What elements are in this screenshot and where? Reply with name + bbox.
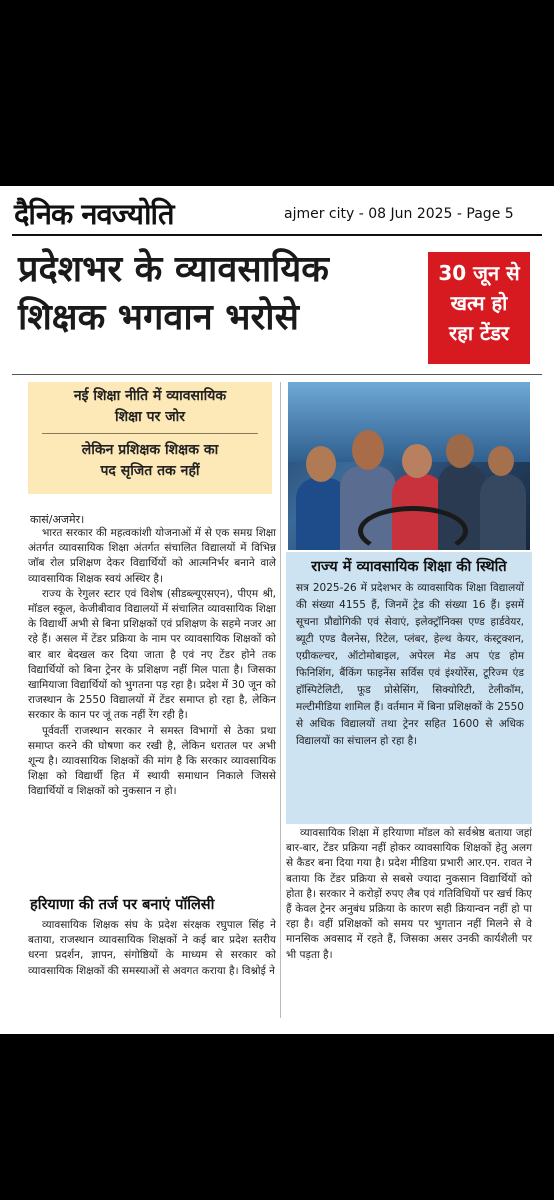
classroom-photo	[288, 382, 530, 550]
info-box	[286, 552, 532, 824]
red-callout-line-1: 30 जून से	[438, 261, 520, 285]
red-callout-line-3: रहा टेंडर	[449, 321, 509, 345]
article-column-1-continued	[28, 918, 276, 979]
edition-info: ajmer city - 08 Jun 2025 - Page 5	[284, 206, 514, 222]
masthead: दैनिक नवज्योति	[14, 197, 174, 231]
divider	[12, 234, 542, 236]
red-callout-box	[428, 252, 530, 364]
info-box-text: सत्र 2025-26 में प्रदेशभर के व्यावसायिक शिक्षा विद्यालयों की संख्या 4155 हैं, जिनमें ट्रेड की संख्या 16 हैं। इसमें सूचना प्रौद्योगिकी एवं सेवाएं, इलेक्ट्रॉनिक्स एण्ड हार्डवेयर, ब्यूटी एण्ड वैलनेस, रिटेल, प्लंबर, हेल्थ केयर, कंस्ट्रक्शन, एग्रीकल्चर, ऑटोमोबाइल, अपेरल मेड अप एंड होम फिनिशिंग, बैंकिंग फाइनेंस सर्विस एवं इंश्योरेंस, टूरिज्म एंड हॉस्पिटेलिटी, फूड प्रोसेसिंग, सिक्योरिटी, टेलीकॉम, मल्टीमीडिया शामिल हैं। वर्तमान में बिना प्रशिक्षकों के 2550 से अधिक विद्यालयों तथा ट्रेनर सहित 1600 से अधिक विद्यालयों का संचालन हो रहा है।	[296, 582, 524, 747]
highlight-line-3: लेकिन प्रशिक्षक शिक्षक का	[81, 442, 219, 458]
headline-line-1: प्रदेशभर के व्यावसायिक	[18, 249, 329, 290]
paragraph: व्यावसायिक शिक्षक संघ के प्रदेश संरक्षक रघुपाल सिंह ने बताया, राजस्थान व्यावसायिक शिक्षकों ने कई बार प्रदेश स्तरीय धरना प्रदर्शन, ज्ञापन, संगोष्ठियों के माध्यम से सरकार को व्यावसायिक शिक्षकों की समस्याओं से अवगत कराया है। विश्नोई ने	[28, 919, 276, 977]
highlight-box	[28, 382, 272, 494]
highlight-line-4: पद सृजित तक नहीं	[100, 463, 200, 479]
article-column-2	[286, 826, 532, 963]
article-column-1	[28, 526, 276, 800]
headline-line-2: शिक्षक भगवान भरोसे	[18, 297, 299, 338]
divider	[12, 374, 542, 375]
paragraph: पूर्ववर्ती राजस्थान सरकार ने समस्त विभागों से ठेका प्रथा समाप्त करने की घोषणा कर रखी है, लेकिन धरातल पर अभी शून्य है। व्यावसायिक शिक्षकों की मांग है कि सरकार व्यावसायिक शिक्षा को विद्यार्थी हित में स्थायी समाधान निकाले जिससे विद्यार्थियों व शिक्षकों को नुकसान न हो।	[28, 724, 276, 798]
highlight-divider	[42, 433, 258, 434]
column-divider	[280, 382, 281, 1018]
subheading: हरियाणा की तर्ज पर बनाएं पॉलिसी	[30, 897, 215, 913]
dateline: कासं/अजमेर।	[30, 513, 85, 526]
highlight-line-1: नई शिक्षा नीति में व्यावसायिक	[73, 388, 227, 404]
newspaper-clipping	[0, 186, 554, 1034]
highlight-line-2: शिक्षा पर जोर	[115, 409, 185, 425]
paragraph: भारत सरकार की महत्वकांशी योजनाओं में से एक समग्र शिक्षा अंतर्गत व्यावसायिक शिक्षा अंतर्गत संचालित विद्यालयों में विभिन्न जॉब रोल प्रशिक्षण देकर विद्यार्थियों को आत्मनिर्भर बनाने वाले व्यावसायिक शिक्षक स्वयं अस्थिर है।	[28, 527, 276, 585]
red-callout-line-2: खत्म हो	[450, 291, 508, 315]
paragraph: व्यावसायिक शिक्षा में हरियाणा मॉडल को सर्वश्रेष्ठ बताया जहां बार-बार, टेंडर प्रक्रिया नहीं होकर व्यावसायिक शिक्षकों हेतु अलग से कैडर बना दिया गया है। प्रदेश मीडिया प्रभारी आर.एन. रावत ने बताया कि टेंडर प्रक्रिया से सबसे ज्यादा नुकसान विद्यार्थियों को होता है। सरकार ने करोड़ों रुपए लैब एवं गतिविधियों पर खर्च किए हैं केवल ट्रेनर अनुबंध प्रक्रिया के कारण सही क्रियान्वन नहीं हो पा रहा है। वहीं प्रशिक्षकों को समय पर भुगतान नहीं मिलने से वे मानसिक अवसाद में रहते हैं, जिसका असर उनकी कार्यशैली पर भी पड़ता है।	[286, 827, 532, 961]
info-box-title: राज्य में व्यावसायिक शिक्षा की स्थिति	[311, 559, 507, 575]
paragraph: राज्य के रेगुलर स्टार एवं विशेष (सीडब्ल्यूएसएन), पीएम श्री, मॉडल स्कूल, केजीबीवाव विद्यालयों में संचालित व्यावसायिक शिक्षा के विद्यार्थी अभी से बिना प्रशिक्षकों एवं प्रशिक्षण के सहमे नजर आ रहे हैं। असल में टेंडर प्रक्रिया के नाम पर व्यावसायिक शिक्षकों को बार बार बेदखल कर दिया जाता है एवं नए टेंडर होने तक विद्यार्थियों को बिना ट्रेनर के प्रशिक्षण नहीं मिल पाता है। जिसका खामियाजा विद्यार्थियों को भुगतना पड़ रहा है। प्रदेश में 30 जून को राजस्थान के 2550 विद्यालयों में टेंडर समाप्त हो रहा है, लेकिन सरकार के कान पर जूं तक नहीं रेंग रही है।	[28, 587, 276, 722]
headline	[18, 246, 418, 342]
